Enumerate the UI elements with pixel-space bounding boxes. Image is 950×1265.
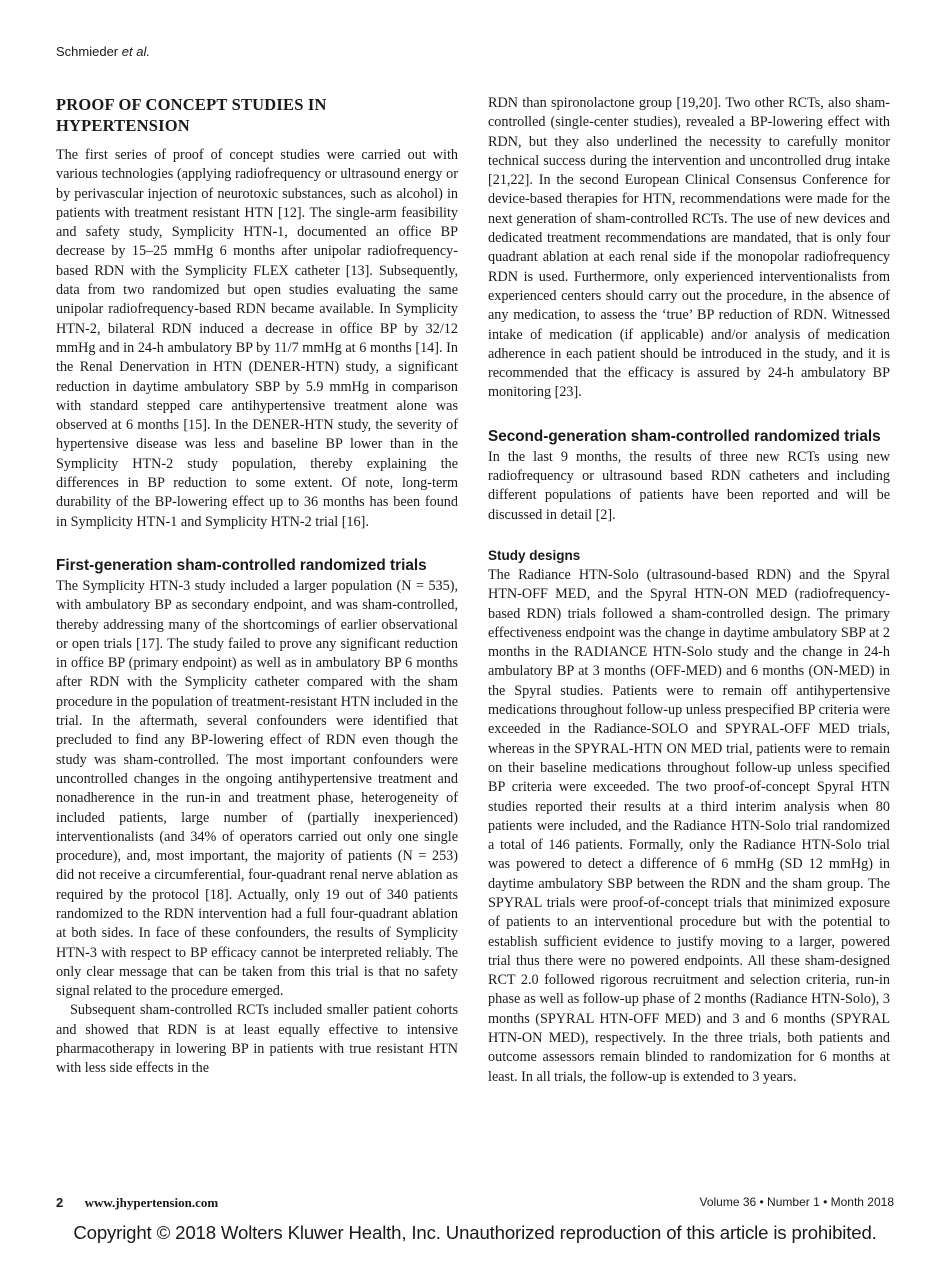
journal-url: www.jhypertension.com xyxy=(84,1195,219,1210)
paragraph-proof-of-concept: The first series of proof of concept studies were carried out with various technologies (applying radiofrequency or ultrasound energy or by perivascular injection of neurotoxic substances, such as alcohol) in patients with treatment resistant HTN [12]. The single-arm feasibility and safety study, Symplicity HTN-1, documented an office BP decrease by 15–25 mmHg 6 months after unipolar radiofrequency-based RDN with the Symplicity FLEX catheter [13]. Subsequently, data from two randomized but open studies evaluating the same unipolar radiofrequency-based RDN became available. In Symplicity HTN-2, bilateral RDN induced a decrease in office BP by 32/12 mmHg and in 24-h ambulatory BP by 11/7 mmHg at 6 months [14]. In the Renal Denervation in HTN (DENER-HTN) study, a significant reduction in daytime ambulatory SBP by 5.9 mmHg in comparison with standard stepped care antihypertensive treatment alone was observed at 6 months [15]. In the DENER-HTN study, the severity of hypertensive disease was less and baseline BP lower than in the Symplicity HTN-2 study population, thereby explaining the differences in BP reduction to some extent. Of note, long-term durability of the BP-lowering effect up to 36 months has been found in Symplicity HTN-1 and Symplicity HTN-2 trial [16]. xyxy=(56,147,458,530)
running-head xyxy=(56,44,150,59)
subsubsection-title-study-designs: Study designs xyxy=(488,547,581,563)
paragraph-rdn-continued: RDN than spironolactone group [19,20]. Two other RCTs, also sham-controlled (single-center studies), revealed a BP-lowering effect with RDN, but they also underlined the necessity to carefully monitor technical success during the intervention and uncontrolled drug intake [21,22]. In the second European Clinical Consensus Conference for device-based therapies for HTN, recommendations were made for the next generation of sham-controlled RCTs. The use of new devices and dedicated treatment recommendations are mandated, that is only four quadrant ablation at each renal side if the monopolar radiofrequency RDN is used. Furthermore, only experienced interventionalists from experienced centers should carry out the procedure, in the absence of any medication, to assess the ‘true’ BP reduction of RDN. Witnessed intake of medication (if applicable) and/or analysis of medication adherence in each patient should be introduced in the study, and it is recommended that the efficacy is assured by 24-h ambulatory BP monitoring [23]. xyxy=(488,95,890,401)
subsection-title-second-generation: Second-generation sham-controlled randomized trials xyxy=(488,427,881,445)
paragraph-second-generation: In the last 9 months, the results of three new RCTs using new radiofrequency or ultrasound based RDN catheters and including different populations of patients have been reported and will be discussed in detail [2]. xyxy=(488,448,890,523)
right-column xyxy=(488,94,890,1087)
page-number: 2 xyxy=(56,1195,64,1210)
running-head-authors: Schmieder xyxy=(56,44,119,59)
paragraph-subsequent-rcts: Subsequent sham-controlled RCTs included smaller patient cohorts and showed that RDN is at least equally effective to intensive pharmacotherapy in lowering BP in patients with true resistant HTN with less side effects in the xyxy=(56,1002,458,1077)
running-head-et-al: et al. xyxy=(121,44,150,59)
paragraph-symplicity-htn3: The Symplicity HTN-3 study included a larger population (N = 535), with ambulatory BP as secondary endpoint, and was sham-controlled, thereby addressing many of the shortcomings of earlier observational or open trials [17]. The study failed to prove any significant reduction in office BP (primary endpoint) as well as in ambulatory BP 6 months after RDN with the Symplicity catheter compared with the sham procedure in the population of treatment-resistant HTN included in the trial. In the aftermath, several confounders were identified that precluded to find any BP-lowering effect of RDN even though the study was sham-controlled. The most important confounders were uncontrolled changes in the ongoing antihypertensive treatment and nonadherence in the run-in and treatment phase, heterogeneity of included patients, large number of (partially inexperienced) interventionalists (and 34% of operators carried out only one single procedure), and, most important, the majority of patients (N = 253) did not receive a circumferential, four-quadrant renal nerve ablation as required by the protocol [18]. Actually, only 19 out of 340 patients randomized to the RDN intervention had a full four-quadrant ablation at both sides. In face of these confounders, the results of Symplicity HTN-3 with respect to BP efficacy cannot be interpreted reliably. The only clear message that can be taken from this trial is that no safety signal related to the procedure emerged. xyxy=(56,577,458,1000)
subsection-title-first-generation: First-generation sham-controlled randomized trials xyxy=(56,556,427,574)
section-title-proof-of-concept: PROOF OF CONCEPT STUDIES IN HYPERTENSION xyxy=(56,95,327,135)
issue-info: Volume 36 • Number 1 • Month 2018 xyxy=(699,1195,894,1209)
copyright-notice: Copyright © 2018 Wolters Kluwer Health, Inc. Unauthorized reproduction of this article is prohibited. xyxy=(73,1222,877,1243)
paragraph-study-designs: The Radiance HTN-Solo (ultrasound-based RDN) and the Spyral HTN-OFF MED, and the Spyral HTN-ON MED (radiofrequency-based RDN) trials followed a sham-controlled design. The primary effectiveness endpoint was the change in daytime ambulatory SBP at 2 months in the RADIANCE HTN-Solo study and the change in 24-h ambulatory BP at 3 months (OFF-MED) and 6 months (ON-MED) in the Spyral studies. Patients were to remain off antihypertensive medications throughout follow-up unless prespecified BP criteria were exceeded in the Radiance-SOLO and SPYRAL-OFF MED trials, whereas in the SPYRAL-HTN ON MED trial, patients were to remain on their baseline medications throughout follow-up unless specified BP criteria were exceeded. The two proof-of-concept Spyral HTN studies reported their results at a third interim analysis when 80 patients were included, and the Radiance HTN-Solo trial randomized a total of 146 patients. Formally, only the Radiance HTN-Solo trial was powered to detect a difference of 6 mmHg (SD 12 mmHg) in daytime ambulatory SBP between the RDN and the sham group. The SPYRAL trials were proof-of-concept trials that minimized exposure of patients to an interventional procedure but with the potential to establish sufficient evidence to justify moving to a larger, powered trial thus there were no powered endpoints. All these sham-designed RCT 2.0 followed rigorous recruitment and selection criteria, run-in phase as well as follow-up phase of 2 months (Radiance HTN-Solo), 3 months (SPYRAL HTN-OFF MED) and 3 and 6 months (SPYRAL HTN-ON MED), respectively. In the three trials, both patients and outcome assessors remain blinded to randomization for 6 months at least. In all trials, the follow-up is extended to 3 years. xyxy=(488,566,890,1085)
page-footer xyxy=(56,1195,894,1211)
left-column xyxy=(56,94,458,1079)
